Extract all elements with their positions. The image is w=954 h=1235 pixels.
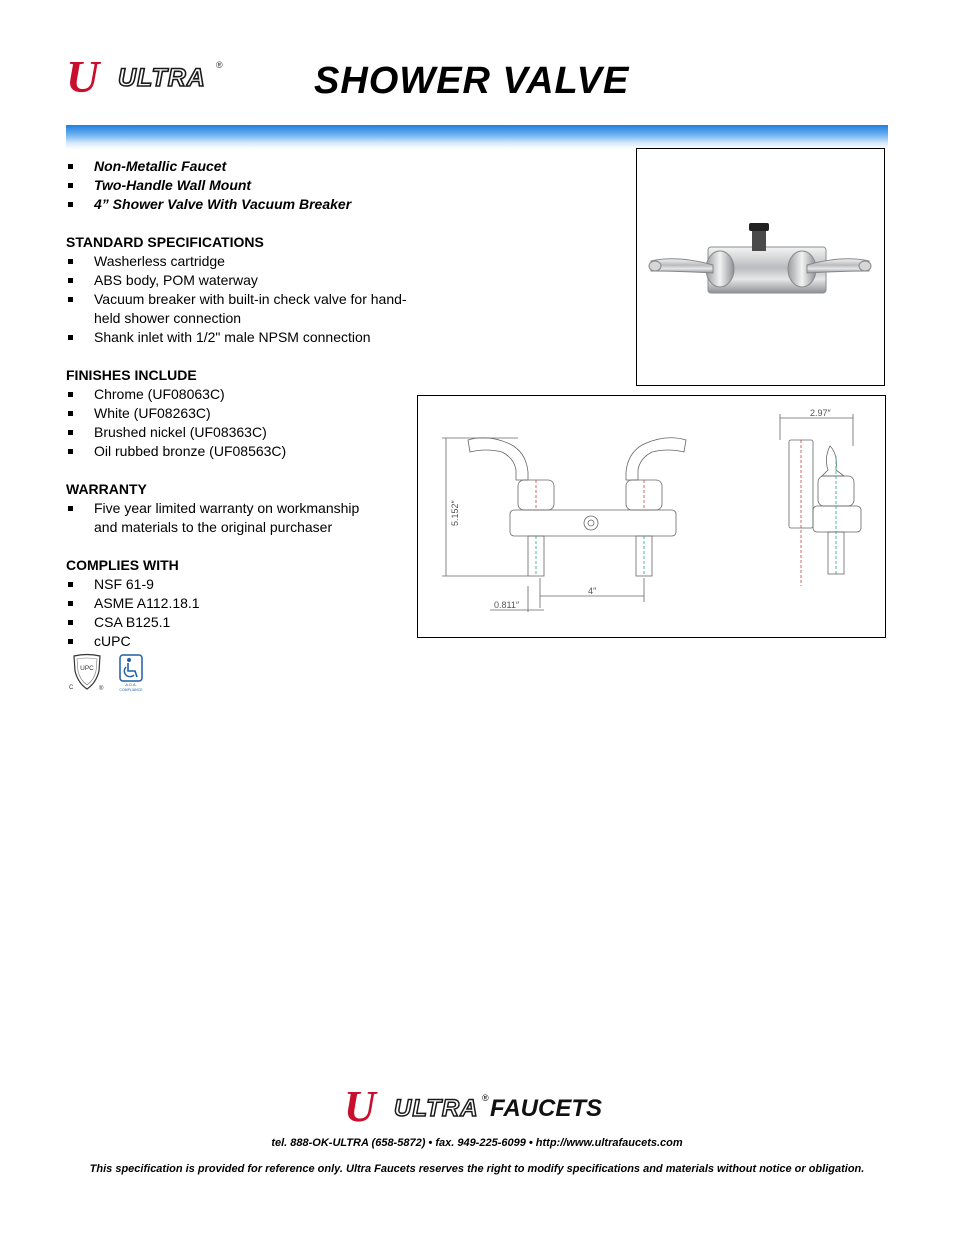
compliance-item: ASME A112.18.1 [66,594,426,613]
spec-item: Washerless cartridge [66,252,426,271]
finish-item: White (UF08263C) [66,404,426,423]
ada-wheelchair-icon [119,655,143,692]
technical-drawing [417,395,886,638]
upc-text: UPC [80,665,94,672]
logo-word: ULTRA [118,64,206,92]
logo-registered-mark: ® [216,60,223,70]
standard-specs-list [66,252,426,347]
complies-list [66,575,426,651]
feature-item: 4” Shower Valve With Vacuum Breaker [66,195,426,214]
spread-dimension-label: 4″ [588,586,597,596]
title-gradient-bar [66,125,888,149]
logo-u-mark: U [66,51,94,102]
depth-dimension-label: 2.97″ [810,408,831,418]
disclaimer: This specification is provided for reference only. Ultra Faucets reserves the right to modify specifications and materials without notice or obligation. [89,1163,865,1175]
finish-item: Brushed nickel (UF08363C) [66,423,426,442]
footer-logo-u-mark: U [344,1082,370,1131]
feature-item: Non-Metallic Faucet [66,157,426,176]
compliance-item: CSA B125.1 [66,613,426,632]
ada-sub-text: COMPLIANCE [119,688,143,692]
spec-content [66,157,426,651]
compliance-item: cUPC [66,632,426,651]
finish-item: Oil rubbed bronze (UF08563C) [66,442,426,461]
footer-logo-faucets: FAUCETS [490,1095,603,1122]
complies-heading: COMPLIES WITH [66,557,179,573]
product-photo [636,148,885,386]
spec-item: Shank inlet with 1/2" male NPSM connection [66,328,426,347]
finishes-heading: FINISHES INCLUDE [66,367,197,383]
feature-item: Two-Handle Wall Mount [66,176,426,195]
ultra-logo [66,51,236,102]
finish-item: Chrome (UF08063C) [66,385,426,404]
warranty-heading: WARRANTY [66,481,147,497]
upc-c-text: C [69,685,74,691]
standard-specs-heading: STANDARD SPECIFICATIONS [66,234,264,250]
height-dimension-label: 5.152″ [450,500,460,526]
footer-logo-registered-mark: ® [482,1093,489,1103]
finishes-list [66,385,426,461]
ultra-faucets-logo [344,1082,614,1131]
dimension-drawing-svg [418,396,885,637]
warranty-item: Five year limited warranty on workmanship and materials to the original purchaser [66,499,374,537]
upc-shield-icon [69,655,104,693]
shank-dimension-label: 0.811″ [494,600,520,610]
footer-logo-word: ULTRA [394,1095,479,1122]
compliance-item: NSF 61-9 [66,575,426,594]
spec-item: ABS body, POM waterway [66,271,426,290]
page-title: SHOWER VALVE [314,60,630,102]
cert-marks-svg [66,653,156,693]
ada-text: A.D.A. [125,682,137,687]
feature-list [66,157,426,214]
upc-r-text: ® [99,686,104,692]
warranty-list [66,499,426,537]
certification-marks [66,653,156,693]
contact-line: tel. 888-OK-ULTRA (658-5872) • fax. 949-225-6099 • http://www.ultrafaucets.com [271,1137,683,1149]
spec-item: Vacuum breaker with built-in check valve for hand-held shower connection [66,290,426,328]
shower-valve-image [637,149,884,385]
